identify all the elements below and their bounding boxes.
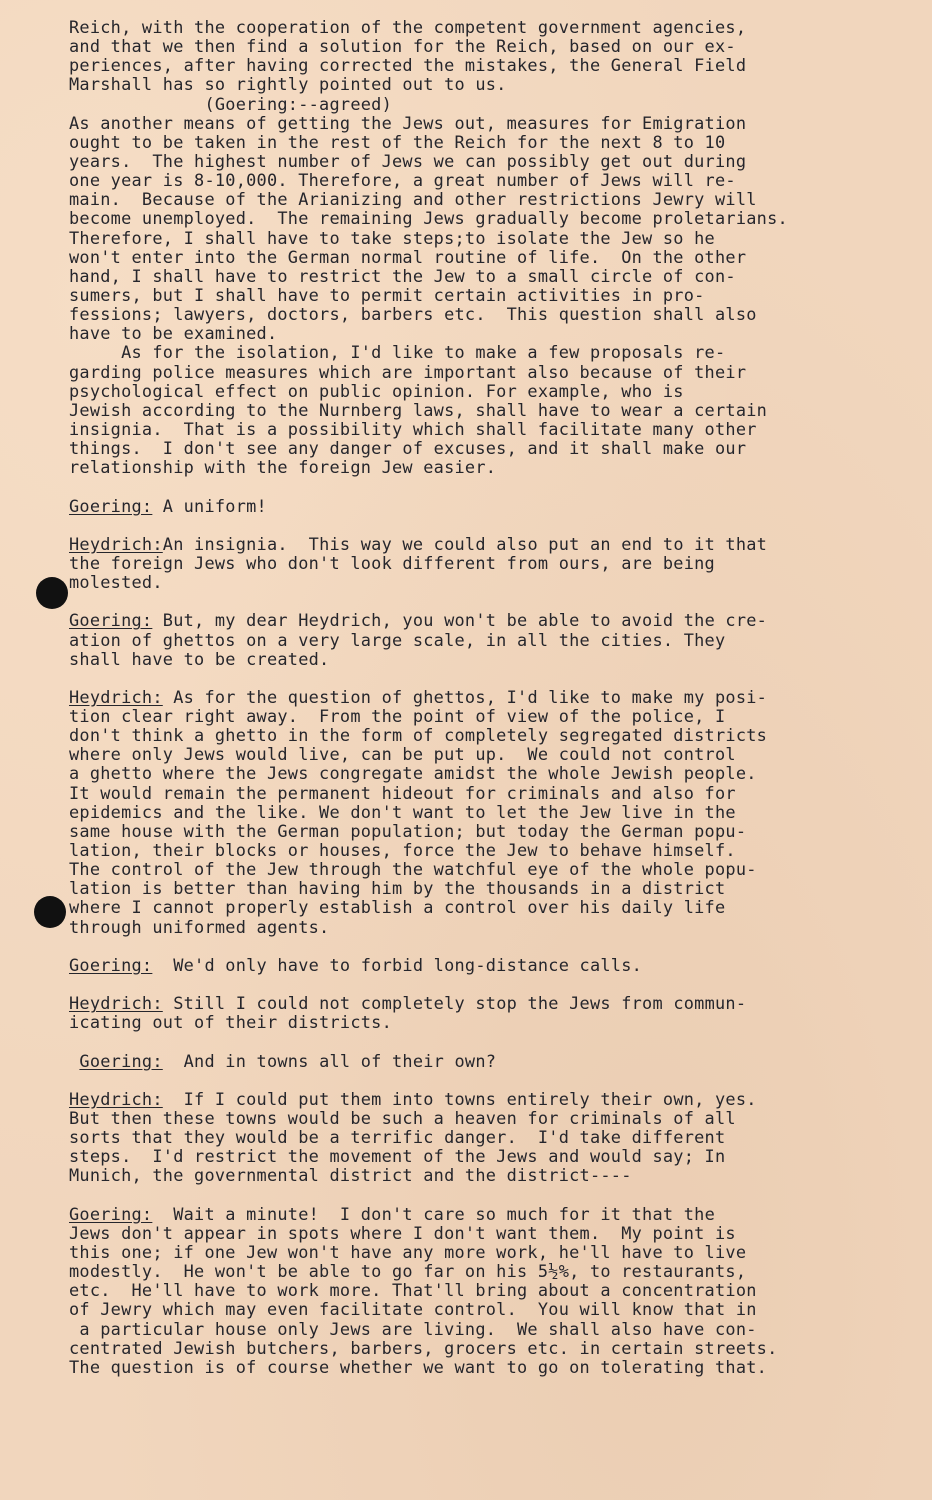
text-line [69, 631, 889, 650]
text-line [69, 1339, 889, 1358]
paragraph-gap [69, 516, 889, 535]
line-text: lation is better than having him by the thousands in a district [69, 878, 726, 899]
line-text: tion clear right away. From the point of view of the police, I [69, 706, 726, 727]
line-text: psychological effect on public opinion. For example, who is [69, 380, 684, 401]
line-text: have to be examined. [69, 323, 278, 344]
text-line [69, 994, 889, 1013]
line-text: and that we then find a solution for the Reich, based on our ex- [69, 36, 736, 57]
text-line [69, 535, 889, 554]
text-line [69, 1090, 889, 1109]
text-line [69, 114, 889, 133]
line-text: shall have to be created. [69, 648, 330, 669]
text-line [69, 1128, 889, 1147]
line-text: etc. He'll have to work more. That'll bring about a concentration [69, 1280, 757, 1301]
text-line [69, 37, 889, 56]
line-text: a particular house only Jews are living. We shall also have con- [69, 1318, 757, 1339]
text-line [69, 1300, 889, 1319]
text-line [69, 554, 889, 573]
line-text: where I cannot properly establish a control over his daily life [69, 897, 726, 918]
text-line [69, 133, 889, 152]
text-line [69, 286, 889, 305]
line-text: Jews don't appear in spots where I don't want them. My point is [69, 1222, 736, 1243]
speaker-name: Heydrich: [69, 686, 163, 707]
line-text: insignia. That is a possibility which shall facilitate many other [69, 418, 757, 439]
line-text: The question is of course whether we want to go on tolerating that. [69, 1356, 768, 1377]
text-line [69, 879, 889, 898]
text-line [69, 611, 889, 630]
line-text: a ghetto where the Jews congregate amidst the whole Jewish people. [69, 763, 757, 784]
text-line [69, 1205, 889, 1224]
speaker-name: Goering: [69, 954, 153, 975]
text-line [69, 229, 889, 248]
text-line [69, 1320, 889, 1339]
line-text: molested. [69, 572, 163, 593]
text-line [69, 56, 889, 75]
line-text: ought to be taken in the rest of the Reich for the next 8 to 10 [69, 131, 726, 152]
paragraph-gap [69, 669, 889, 688]
line-text: (Goering:--agreed) [69, 93, 392, 114]
text-line [69, 803, 889, 822]
line-text: of Jewry which may even facilitate control. You will know that in [69, 1299, 757, 1320]
line-text: Reich, with the cooperation of the competent government agencies, [69, 17, 747, 37]
line-text: sorts that they would be a terrific danger. I'd take different [69, 1127, 726, 1148]
text-line [69, 18, 889, 37]
line-text: through uniformed agents. [69, 916, 330, 937]
text-line [69, 152, 889, 171]
text-line [69, 171, 889, 190]
speaker-name: Heydrich: [69, 993, 163, 1014]
text-line [69, 95, 889, 114]
speaker-name: Goering: [69, 495, 153, 516]
line-text: epidemics and the like. We don't want to let the Jew live in the [69, 801, 736, 822]
line-text: sumers, but I shall have to permit certain activities in pro- [69, 284, 705, 305]
paragraph-gap [69, 1032, 889, 1051]
line-text: things. I don't see any danger of excuses, and it shall make our [69, 438, 747, 459]
text-line [69, 707, 889, 726]
line-text: steps. I'd restrict the movement of the Jews and would say; In [69, 1146, 726, 1167]
line-text: Therefore, I shall have to take steps;to isolate the Jew so he [69, 227, 715, 248]
line-text: main. Because of the Arianizing and other restrictions Jewry will [69, 189, 757, 210]
speaker-indent [69, 1051, 79, 1071]
text-line [69, 209, 889, 228]
text-line [69, 382, 889, 401]
text-line [69, 918, 889, 937]
text-line [69, 822, 889, 841]
line-text: Still I could not completely stop the Jews from commun- [162, 993, 747, 1014]
line-text: don't think a ghetto in the form of completely segregated districts [69, 725, 768, 746]
text-line [69, 764, 889, 783]
line-text: fessions; lawyers, doctors, barbers etc. This question shall also [69, 304, 757, 325]
line-text: It would remain the permanent hideout for criminals and also for [69, 782, 736, 803]
text-line [69, 898, 889, 917]
paragraph-gap [69, 975, 889, 994]
text-line [69, 1243, 889, 1262]
text-line [69, 305, 889, 324]
text-line [69, 784, 889, 803]
binder-hole-bottom [34, 896, 66, 928]
text-line [69, 248, 889, 267]
text-line [69, 726, 889, 745]
paragraph-gap [69, 1071, 889, 1090]
line-text: garding police measures which are important also because of their [69, 361, 747, 382]
line-text: hand, I shall have to restrict the Jew to a small circle of con- [69, 265, 736, 286]
text-line [69, 497, 889, 516]
text-line [69, 267, 889, 286]
speaker-name: Goering: [79, 1050, 163, 1071]
speaker-name: Heydrich: [69, 533, 163, 554]
line-text: As another means of getting the Jews out, measures for Emigration [69, 112, 747, 133]
binder-hole-top [36, 577, 68, 609]
line-text: The control of the Jew through the watchful eye of the whole popu- [69, 859, 757, 880]
line-text: Jewish according to the Nurnberg laws, shall have to wear a certain [69, 399, 768, 420]
text-line [69, 401, 889, 420]
paragraph-gap [69, 477, 889, 496]
line-text: icating out of their districts. [69, 1012, 392, 1033]
text-line [69, 841, 889, 860]
text-line [69, 75, 889, 94]
line-text: Wait a minute! I don't care so much for it that the [152, 1203, 715, 1224]
line-text: As for the question of ghettos, I'd like to make my posi- [162, 686, 768, 707]
paragraph-gap [69, 937, 889, 956]
paragraph-gap [69, 1186, 889, 1205]
text-line [69, 458, 889, 477]
text-line [69, 1262, 889, 1281]
line-text: A uniform! [152, 495, 267, 516]
text-line [69, 573, 889, 592]
line-text: Munich, the governmental district and the district---- [69, 1165, 632, 1186]
line-text: the foreign Jews who don't look different from ours, are being [69, 552, 715, 573]
line-text: same house with the German population; but today the German popu- [69, 820, 747, 841]
text-line [69, 1147, 889, 1166]
line-text: We'd only have to forbid long-distance calls. [152, 954, 643, 975]
text-line [69, 190, 889, 209]
line-text: periences, after having corrected the mistakes, the General Field [69, 55, 747, 76]
line-text: Marshall has so rightly pointed out to us. [69, 74, 507, 95]
line-text: As for the isolation, I'd like to make a few proposals re- [69, 342, 726, 363]
line-text: years. The highest number of Jews we can possibly get out during [69, 150, 747, 171]
line-text: relationship with the foreign Jew easier. [69, 457, 497, 478]
text-line [69, 420, 889, 439]
document-body [69, 18, 889, 1377]
text-line [69, 1052, 889, 1071]
text-line [69, 688, 889, 707]
text-line [69, 439, 889, 458]
line-text: one year is 8-10,000. Therefore, a great number of Jews will re- [69, 170, 736, 191]
text-line [69, 1109, 889, 1128]
text-line [69, 860, 889, 879]
text-line [69, 1224, 889, 1243]
line-text: become unemployed. The remaining Jews gradually become proletarians. [69, 208, 788, 229]
line-text: won't enter into the German normal routine of life. On the other [69, 246, 747, 267]
line-text: An insignia. This way we could also put an end to it that [162, 533, 768, 554]
line-text: modestly. He won't be able to go far on his 5½%, to restaurants, [69, 1261, 747, 1282]
line-text: lation, their blocks or houses, force the Jew to behave himself. [69, 840, 736, 861]
text-line [69, 956, 889, 975]
text-line [69, 363, 889, 382]
text-line [69, 343, 889, 362]
line-text: where only Jews would live, can be put up. We could not control [69, 744, 736, 765]
line-text: And in towns all of their own? [162, 1050, 497, 1071]
line-text: But then these towns would be such a heaven for criminals of all [69, 1108, 736, 1129]
line-text: centrated Jewish butchers, barbers, grocers etc. in certain streets. [69, 1337, 778, 1358]
text-line [69, 324, 889, 343]
paragraph-gap [69, 592, 889, 611]
text-line [69, 1013, 889, 1032]
speaker-name: Goering: [69, 1203, 153, 1224]
speaker-name: Goering: [69, 610, 153, 631]
line-text: If I could put them into towns entirely their own, yes. [162, 1088, 757, 1109]
text-line [69, 1166, 889, 1185]
text-line [69, 1358, 889, 1377]
line-text: this one; if one Jew won't have any more work, he'll have to live [69, 1242, 747, 1262]
text-line [69, 1281, 889, 1300]
text-line [69, 650, 889, 669]
speaker-name: Heydrich: [69, 1088, 163, 1109]
line-text: ation of ghettos on a very large scale, in all the cities. They [69, 629, 726, 650]
line-text: But, my dear Heydrich, you won't be able to avoid the cre- [152, 610, 768, 631]
text-line [69, 745, 889, 764]
